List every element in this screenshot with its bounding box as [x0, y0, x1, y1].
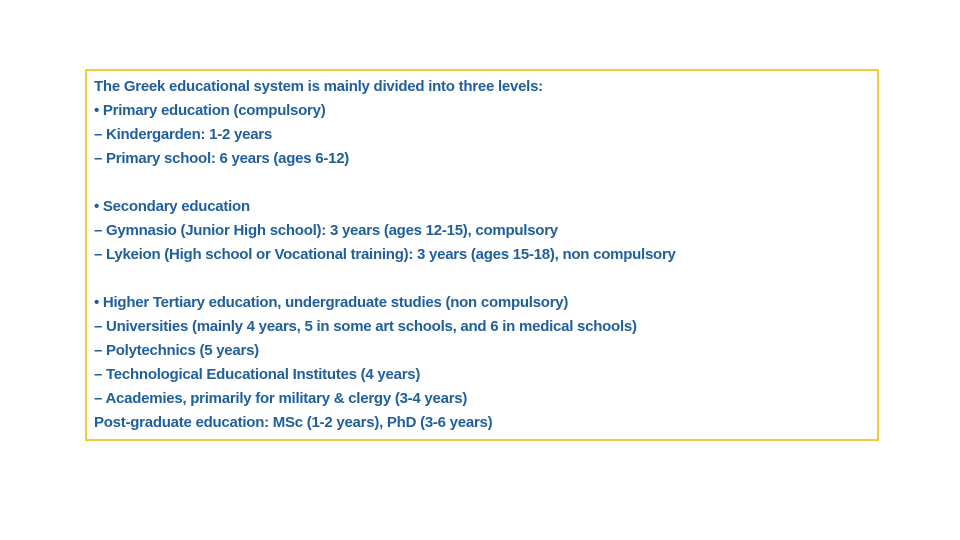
lykeion-line: – Lykeion (High school or Vocational training): 3 years (ages 15-18), non compulsory	[94, 246, 676, 263]
secondary-education-bullet: • Secondary education	[94, 198, 250, 215]
higher-education-bullet: • Higher Tertiary education, undergraduate studies (non compulsory)	[94, 294, 569, 311]
blank-line	[94, 171, 676, 195]
universities-line: – Universities (mainly 4 years, 5 in some art schools, and 6 in medical schools)	[94, 318, 637, 335]
primary-education-bullet: • Primary education (compulsory)	[94, 102, 326, 119]
blank-line	[94, 267, 676, 291]
tei-line: – Technological Educational Institutes (4 years)	[94, 366, 421, 383]
kindergarden-line: – Kindergarden: 1-2 years	[94, 126, 272, 143]
gymnasio-line: – Gymnasio (Junior High school): 3 years (ages 12-15), compulsory	[94, 222, 558, 239]
primary-school-line: – Primary school: 6 years (ages 6-12)	[94, 150, 350, 167]
postgraduate-line: Post-graduate education: MSc (1-2 years), PhD (3-6 years)	[94, 414, 493, 431]
intro-line: The Greek educational system is mainly divided into three levels:	[94, 78, 543, 95]
education-system-text	[94, 75, 676, 435]
text-box	[85, 69, 879, 441]
polytechnics-line: – Polytechnics (5 years)	[94, 342, 259, 359]
academies-line: – Academies, primarily for military & clergy (3-4 years)	[94, 390, 468, 407]
